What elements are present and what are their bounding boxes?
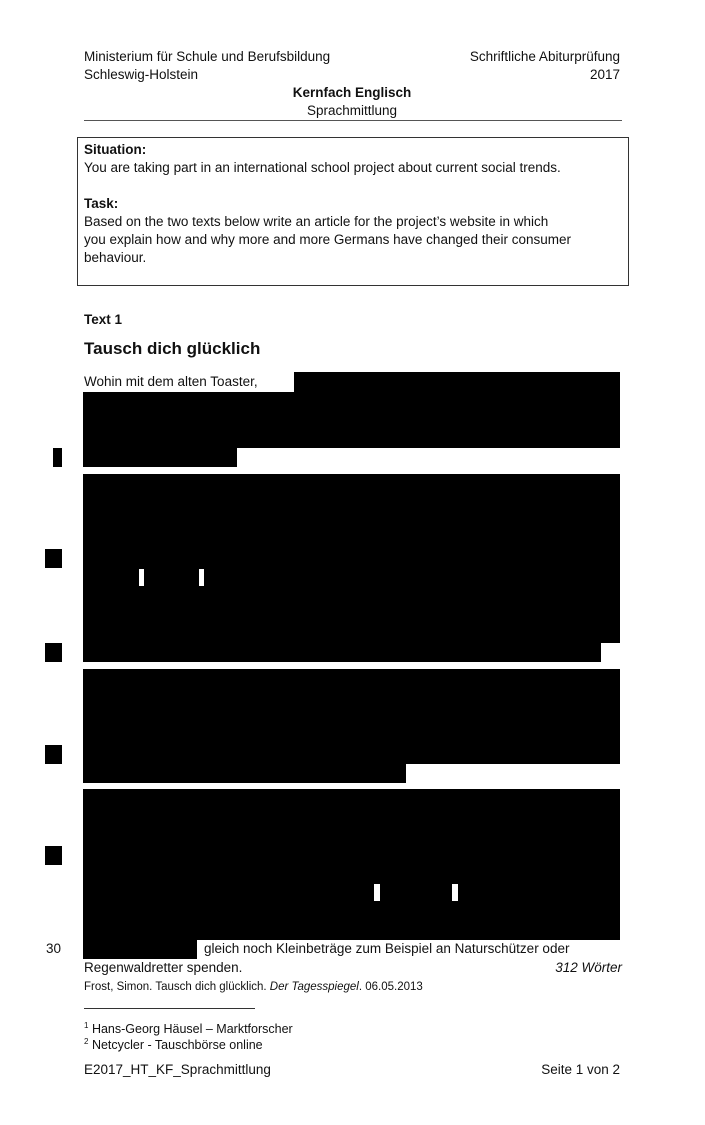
redaction-gap bbox=[374, 884, 380, 901]
footnote-2 bbox=[84, 1034, 263, 1053]
task-label: Task: bbox=[84, 196, 119, 211]
exam-type: Schriftliche Abiturprüfung bbox=[469, 49, 620, 64]
redaction-block bbox=[83, 643, 601, 662]
ministry-line-2: Schleswig-Holstein bbox=[84, 67, 199, 82]
redaction-block bbox=[83, 940, 197, 959]
task-line-2: you explain how and why more and more Germans have changed their consumer bbox=[84, 232, 572, 247]
redaction-block bbox=[83, 474, 620, 643]
redacted-line-number bbox=[45, 745, 62, 764]
text1-label: Text 1 bbox=[84, 312, 123, 327]
subject-title: Kernfach Englisch bbox=[292, 85, 412, 100]
source-journal: Der Tagesspiegel bbox=[269, 981, 359, 993]
redaction-block bbox=[83, 392, 620, 448]
closing-line-2: Regenwaldretter spenden. bbox=[84, 960, 243, 975]
redaction-block bbox=[83, 789, 620, 940]
text1-title: Tausch dich glücklich bbox=[84, 339, 261, 358]
footer-code: E2017_HT_KF_Sprachmittlung bbox=[84, 1062, 271, 1077]
task-line-3: behaviour. bbox=[84, 250, 147, 265]
ministry-line-1: Ministerium für Schule und Berufsbildung bbox=[84, 49, 331, 64]
word-count: 312 Wörter bbox=[555, 960, 622, 975]
redaction-gap bbox=[139, 569, 144, 586]
redaction-gap bbox=[452, 884, 458, 901]
redaction-block bbox=[294, 372, 620, 392]
redacted-line-number bbox=[45, 846, 62, 865]
situation-text: You are taking part in an international school project about current social trends. bbox=[84, 160, 561, 175]
source-suffix: . 06.05.2013 bbox=[358, 981, 423, 993]
redaction-block bbox=[83, 764, 406, 783]
footnote-2-number: 2 bbox=[84, 1037, 89, 1046]
redacted-line-number bbox=[53, 448, 62, 467]
task-line-1: Based on the two texts below write an article for the project’s website in which bbox=[84, 214, 549, 229]
line-number-30: 30 bbox=[46, 941, 62, 956]
footnote-1-text: Hans-Georg Häusel – Marktforscher bbox=[91, 1022, 293, 1037]
source-prefix: Frost, Simon. Tausch dich glücklich. bbox=[84, 981, 270, 993]
redaction-block bbox=[83, 448, 237, 467]
footnote-rule bbox=[84, 1008, 255, 1009]
redacted-line-number bbox=[45, 549, 62, 568]
source-citation bbox=[84, 980, 423, 995]
footer-page-number: Seite 1 von 2 bbox=[541, 1062, 620, 1077]
section-title: Sprachmittlung bbox=[306, 103, 398, 118]
footnote-1-number: 1 bbox=[84, 1021, 89, 1030]
situation-label: Situation: bbox=[84, 142, 147, 157]
footnote-2-text: Netcycler - Tauschbörse online bbox=[91, 1038, 263, 1053]
redaction-gap bbox=[199, 569, 204, 586]
header-rule bbox=[84, 120, 622, 121]
redaction-block bbox=[83, 669, 620, 764]
redacted-line-number bbox=[45, 643, 62, 662]
text1-first-words: Wohin mit dem alten Toaster, bbox=[84, 374, 258, 389]
closing-line-1: gleich noch Kleinbeträge zum Beispiel an Naturschützer oder bbox=[204, 941, 570, 956]
exam-year: 2017 bbox=[589, 67, 620, 82]
